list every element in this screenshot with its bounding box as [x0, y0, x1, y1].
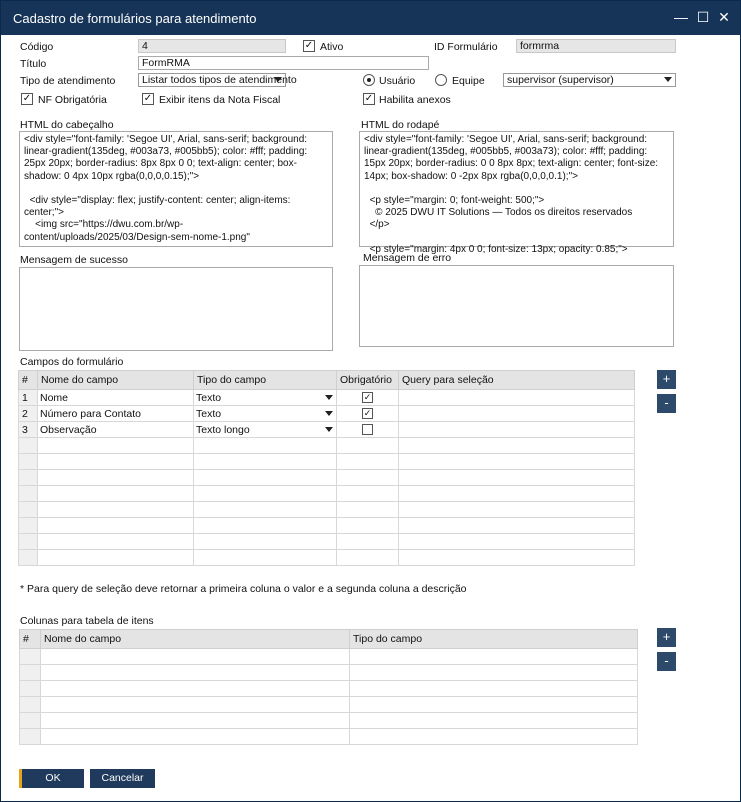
empty-cell[interactable]: [337, 502, 399, 518]
required-cell[interactable]: [337, 390, 399, 406]
empty-cell[interactable]: [194, 470, 337, 486]
cancel-button[interactable]: Cancelar: [90, 769, 155, 788]
field-type-cell[interactable]: Texto: [194, 390, 337, 406]
required-checkbox[interactable]: ✓: [363, 392, 372, 403]
empty-cell[interactable]: [350, 681, 638, 697]
chevron-down-icon: [274, 77, 282, 82]
query-note: * Para query de seleção deve retornar a primeira coluna o valor e a segunda coluna a descrição: [20, 583, 467, 595]
empty-row[interactable]: [20, 665, 638, 681]
exibir-itens-checkbox[interactable]: ✓: [143, 93, 153, 104]
table-row[interactable]: [19, 422, 635, 438]
empty-row[interactable]: [20, 649, 638, 665]
empty-cell: [20, 665, 41, 681]
empty-cell: [19, 438, 38, 454]
empty-cell[interactable]: [350, 713, 638, 729]
habilita-anexos-checkbox[interactable]: ✓: [364, 93, 374, 104]
empty-cell[interactable]: [38, 502, 194, 518]
field-name-cell[interactable]: Número para Contato: [38, 406, 194, 422]
empty-cell[interactable]: [350, 729, 638, 745]
empty-cell: [20, 713, 41, 729]
required-checkbox[interactable]: ✓: [363, 408, 372, 419]
html-rodape-textarea[interactable]: <div style="font-family: 'Segoe UI', Arial, sans-serif; background: linear-gradient(135deg, #005bb5, #003a73); color: #fff; padding: 15px 20px; border-radius: 0 0 8px 8px; text-align: center; font-size: 14px; box-shadow: 0 -2px 8px rgba(0,0,0,0.1);"> <p style="margin: 0; font-weight: 500;"> © 2025 DWU IT Solutions — Todos os direitos reservados </p> <p style="margin: 4px 0 0; font-size: 13px; opacity: 0.85;">: [359, 131, 674, 247]
column-header[interactable]: Tipo do campo: [350, 630, 638, 649]
empty-row[interactable]: [19, 502, 635, 518]
codigo-field[interactable]: 4: [138, 39, 286, 53]
table-header-row: [19, 371, 635, 390]
empty-cell[interactable]: [194, 486, 337, 502]
codigo-label: Código: [20, 41, 54, 53]
exibir-itens-label: Exibir itens da Nota Fiscal: [159, 94, 281, 106]
field-name-cell[interactable]: Nome: [38, 390, 194, 406]
empty-cell[interactable]: [337, 486, 399, 502]
ok-button[interactable]: OK: [22, 769, 84, 788]
window-title: Cadastro de formulários para atendimento: [13, 11, 257, 26]
empty-cell[interactable]: [41, 649, 350, 665]
mensagem-erro-textarea[interactable]: [359, 265, 674, 347]
html-cabecalho-textarea[interactable]: <div style="font-family: 'Segoe UI', Arial, sans-serif; background: linear-gradient(135deg, #003a73, #005bb5); color: #fff; padding: 25px 20px; border-radius: 8px 8px 0 0; text-align: center; box-shadow: 0 4px 10px rgba(0,0,0,0.15);"> <div style="display: flex; justify-content: center; align-items: center;"> <img src="https://dwu.com.br/wp-content/uploads/2025/03/Design-sem-nome-1.png": [19, 131, 333, 247]
mensagem-sucesso-textarea[interactable]: [19, 267, 333, 351]
empty-row[interactable]: [19, 470, 635, 486]
colunas-itens-table: [19, 629, 638, 745]
add-column-button[interactable]: +: [657, 628, 676, 647]
table-row[interactable]: [19, 406, 635, 422]
empty-cell[interactable]: [194, 502, 337, 518]
campos-formulario-label: Campos do formulário: [20, 356, 124, 368]
empty-cell[interactable]: [399, 518, 635, 534]
table-header-row: [20, 630, 638, 649]
remove-field-button[interactable]: -: [657, 394, 676, 413]
empty-cell: [20, 729, 41, 745]
empty-cell[interactable]: [41, 729, 350, 745]
column-header: #: [20, 630, 41, 649]
empty-cell: [19, 486, 38, 502]
empty-cell[interactable]: [38, 518, 194, 534]
empty-cell[interactable]: [399, 534, 635, 550]
maximize-icon[interactable]: ☐: [696, 9, 710, 25]
campos-formulario-table: [18, 370, 635, 566]
row-number: 2: [19, 406, 38, 422]
empty-cell[interactable]: [337, 438, 399, 454]
empty-cell: [19, 470, 38, 486]
empty-cell[interactable]: [194, 534, 337, 550]
colunas-tabela-itens-label: Colunas para tabela de itens: [20, 615, 154, 627]
table-row[interactable]: [19, 390, 635, 406]
usuario-label: Usuário: [379, 75, 416, 87]
empty-cell[interactable]: [399, 486, 635, 502]
titulo-field[interactable]: FormRMA: [138, 56, 429, 70]
remove-column-button[interactable]: -: [657, 652, 676, 671]
habilita-anexos-label: Habilita anexos: [379, 94, 451, 106]
ativo-label: Ativo: [320, 41, 344, 53]
nf-obrigatoria-checkbox[interactable]: ✓: [22, 93, 32, 104]
empty-cell[interactable]: [350, 649, 638, 665]
empty-cell: [19, 518, 38, 534]
chevron-down-icon: [664, 77, 672, 82]
query-cell[interactable]: [399, 406, 635, 422]
ativo-checkbox[interactable]: ✓: [304, 40, 314, 51]
empty-cell[interactable]: [41, 665, 350, 681]
empty-cell[interactable]: [41, 697, 350, 713]
empty-cell[interactable]: [38, 550, 194, 566]
html-cabecalho-label: HTML do cabeçalho: [20, 119, 114, 131]
empty-cell[interactable]: [38, 454, 194, 470]
required-cell[interactable]: [337, 406, 399, 422]
empty-cell[interactable]: [337, 518, 399, 534]
empty-cell: [19, 550, 38, 566]
empty-cell: [20, 649, 41, 665]
empty-cell[interactable]: [337, 550, 399, 566]
mensagem-erro-label: Mensagem de erro: [363, 252, 452, 264]
column-header[interactable]: Obrigatório: [337, 371, 399, 390]
id-formulario-label: ID Formulário: [434, 41, 498, 53]
equipe-radio[interactable]: [435, 74, 447, 86]
row-number: 3: [19, 422, 38, 438]
query-cell[interactable]: [399, 422, 635, 438]
empty-cell[interactable]: [38, 470, 194, 486]
empty-row[interactable]: [20, 697, 638, 713]
add-field-button[interactable]: +: [657, 370, 676, 389]
empty-row[interactable]: [19, 454, 635, 470]
required-cell[interactable]: [337, 422, 399, 438]
empty-cell[interactable]: [337, 454, 399, 470]
empty-cell: [20, 681, 41, 697]
empty-cell: [19, 534, 38, 550]
empty-cell[interactable]: [399, 550, 635, 566]
id-formulario-field[interactable]: formrma: [516, 39, 676, 53]
empty-cell[interactable]: [194, 518, 337, 534]
empty-row[interactable]: [20, 681, 638, 697]
empty-cell[interactable]: [194, 438, 337, 454]
column-header: #: [19, 371, 38, 390]
field-type-cell[interactable]: Texto: [194, 406, 337, 422]
empty-row[interactable]: [19, 486, 635, 502]
empty-cell[interactable]: [38, 486, 194, 502]
chevron-down-icon[interactable]: [325, 411, 333, 416]
chevron-down-icon[interactable]: [325, 395, 333, 400]
titulo-label: Título: [20, 58, 47, 70]
responsavel-select[interactable]: supervisor (supervisor): [503, 73, 676, 87]
mensagem-sucesso-label: Mensagem de sucesso: [20, 254, 128, 266]
title-bar[interactable]: [1, 1, 740, 35]
column-header[interactable]: Tipo do campo: [194, 371, 337, 390]
query-cell[interactable]: [399, 390, 635, 406]
nf-obrigatoria-label: NF Obrigatória: [38, 94, 107, 106]
column-header[interactable]: Nome do campo: [41, 630, 350, 649]
empty-cell[interactable]: [41, 713, 350, 729]
field-name-cell[interactable]: Observação: [38, 422, 194, 438]
equipe-label: Equipe: [452, 75, 485, 87]
empty-cell[interactable]: [41, 681, 350, 697]
empty-cell: [19, 502, 38, 518]
empty-cell[interactable]: [337, 534, 399, 550]
empty-cell[interactable]: [38, 534, 194, 550]
required-checkbox[interactable]: [362, 424, 373, 435]
empty-cell[interactable]: [194, 454, 337, 470]
empty-row[interactable]: [19, 534, 635, 550]
empty-cell[interactable]: [38, 438, 194, 454]
empty-row[interactable]: [19, 550, 635, 566]
empty-row[interactable]: [19, 438, 635, 454]
empty-cell[interactable]: [399, 438, 635, 454]
empty-cell[interactable]: [350, 665, 638, 681]
empty-cell[interactable]: [350, 697, 638, 713]
empty-cell[interactable]: [194, 550, 337, 566]
empty-cell: [19, 454, 38, 470]
empty-cell[interactable]: [399, 502, 635, 518]
row-number: 1: [19, 390, 38, 406]
column-header[interactable]: Nome do campo: [38, 371, 194, 390]
column-header[interactable]: Query para seleção: [399, 371, 635, 390]
tipo-atendimento-label: Tipo de atendimento: [20, 75, 116, 87]
usuario-radio[interactable]: [363, 74, 375, 86]
field-type-cell[interactable]: Texto longo: [194, 422, 337, 438]
close-icon[interactable]: ✕: [718, 9, 730, 25]
empty-row[interactable]: [20, 729, 638, 745]
empty-row[interactable]: [20, 713, 638, 729]
empty-cell: [20, 697, 41, 713]
empty-cell[interactable]: [399, 454, 635, 470]
empty-cell[interactable]: [337, 470, 399, 486]
chevron-down-icon[interactable]: [325, 427, 333, 432]
empty-cell[interactable]: [399, 470, 635, 486]
empty-row[interactable]: [19, 518, 635, 534]
html-rodape-label: HTML do rodapé: [361, 119, 440, 131]
tipo-atendimento-select[interactable]: Listar todos tipos de atendimento: [138, 73, 286, 87]
minimize-icon[interactable]: —: [674, 9, 688, 25]
